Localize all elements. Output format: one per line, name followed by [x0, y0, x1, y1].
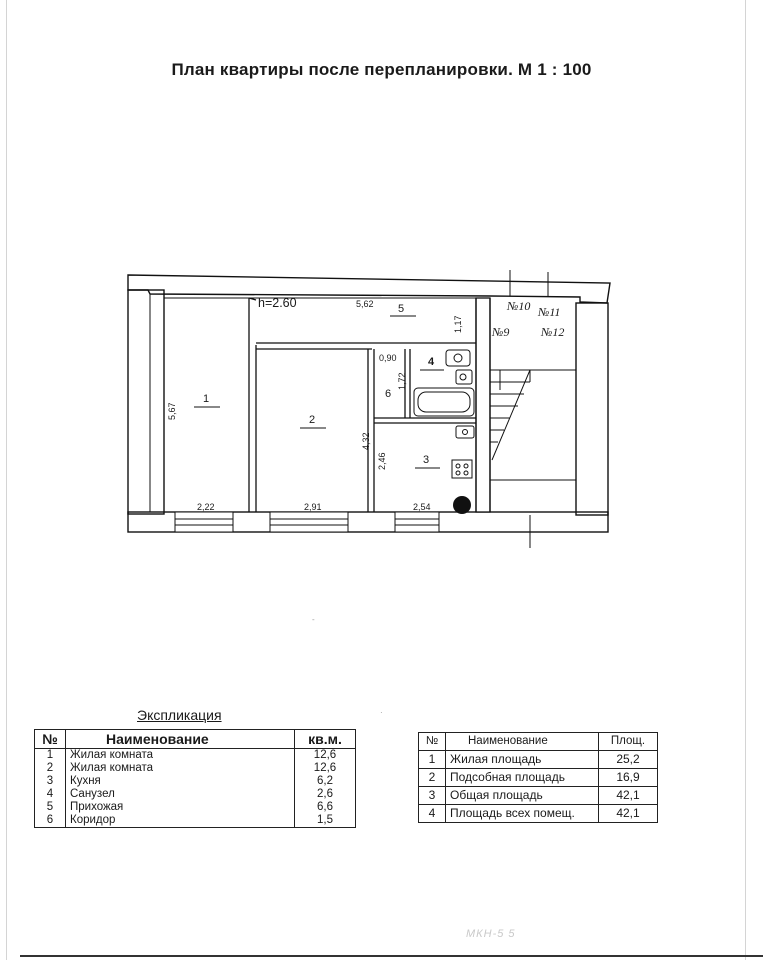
dim-room1-length: 5,67 [167, 402, 177, 420]
header-name: Наименование [66, 730, 295, 749]
row-name: Подсобная площадь [446, 769, 599, 787]
header-num: № [419, 733, 446, 751]
header-num: № [35, 730, 66, 749]
row-num: 5 [35, 801, 66, 814]
table-row [35, 788, 356, 801]
row-name: Площадь всех помещ. [446, 805, 599, 823]
row-num: 6 [35, 814, 66, 828]
row-name: Общая площадь [446, 787, 599, 805]
table-row [419, 805, 658, 823]
toilet [456, 370, 472, 384]
row-num: 1 [35, 749, 66, 763]
explication-table [34, 729, 356, 828]
gas-boiler [453, 496, 471, 514]
row-area: 12,6 [295, 749, 356, 763]
kitchen-sink [456, 426, 474, 438]
table-header-row [419, 733, 658, 751]
dim-hall-length: 5,62 [356, 299, 374, 309]
neighbor-11: №11 [538, 305, 561, 319]
row-area: 25,2 [599, 751, 658, 769]
row-area: 16,9 [599, 769, 658, 787]
row-name: Коридор [66, 814, 295, 828]
row-area: 42,1 [599, 805, 658, 823]
stairwell [490, 270, 576, 548]
row-num: 4 [419, 805, 446, 823]
room-number-1: 1 [203, 393, 210, 405]
scan-speck: · [380, 708, 383, 717]
washbasin [446, 350, 470, 366]
bathroom-fixtures [414, 350, 474, 438]
dim-room2-width: 2,91 [304, 502, 322, 512]
row-num: 3 [419, 787, 446, 805]
table-row [35, 775, 356, 788]
explication-title: Экспликация [137, 707, 222, 723]
room-number-4: 4 [428, 356, 435, 368]
row-area: 6,2 [295, 775, 356, 788]
neighbor-12: №12 [541, 325, 565, 339]
neighbor-9: №9 [492, 325, 510, 339]
row-name: Жилая площадь [446, 751, 599, 769]
row-num: 1 [419, 751, 446, 769]
row-num: 2 [35, 762, 66, 775]
dim-corridor-width: 0,90 [379, 353, 397, 363]
dim-room2-length: 4,32 [361, 432, 371, 450]
row-area: 1,5 [295, 814, 356, 828]
room-number-2: 2 [309, 414, 316, 426]
dim-hall-width: 1,17 [453, 315, 463, 333]
row-name: Санузел [66, 788, 295, 801]
room-number-3: 3 [423, 454, 430, 466]
row-num: 2 [419, 769, 446, 787]
dim-kitchen-length: 2,46 [377, 452, 387, 470]
row-area: 42,1 [599, 787, 658, 805]
table-row [35, 762, 356, 775]
row-name: Жилая комната [66, 749, 295, 763]
row-area: 12,6 [295, 762, 356, 775]
dim-corridor-length: 1,72 [397, 372, 407, 390]
stove [452, 460, 472, 478]
row-num: 4 [35, 788, 66, 801]
east-wall-right [576, 303, 608, 515]
row-area: 2,6 [295, 788, 356, 801]
table-row [35, 749, 356, 763]
height-label: h=2.60 [258, 296, 297, 310]
table-row [419, 769, 658, 787]
table-row [419, 787, 658, 805]
neighbor-10: №10 [507, 299, 531, 313]
table-row [35, 814, 356, 828]
window-kitchen [395, 512, 439, 532]
bottom-rule [20, 955, 763, 957]
scan-speck: - [312, 615, 315, 624]
table-header-row [35, 730, 356, 749]
row-name: Кухня [66, 775, 295, 788]
header-name: Наименование [446, 733, 599, 751]
row-area: 6,6 [295, 801, 356, 814]
faded-stamp: МКН-5 5 [466, 928, 516, 940]
header-area: Площ. [599, 733, 658, 751]
dim-kitchen-width: 2,54 [413, 502, 431, 512]
row-num: 3 [35, 775, 66, 788]
window-room2 [270, 512, 348, 532]
table-row [419, 751, 658, 769]
west-wall [128, 290, 164, 514]
table-row [35, 801, 356, 814]
row-name: Прихожая [66, 801, 295, 814]
room-number-6: 6 [385, 388, 392, 400]
header-area: кв.м. [295, 730, 356, 749]
dim-room1-width: 2,22 [197, 502, 215, 512]
window-room1 [175, 512, 233, 532]
row-name: Жилая комната [66, 762, 295, 775]
area-summary-table [418, 732, 658, 823]
plan-title: План квартиры после перепланировки. М 1 : 100 [171, 60, 592, 79]
room-number-5: 5 [398, 303, 405, 315]
